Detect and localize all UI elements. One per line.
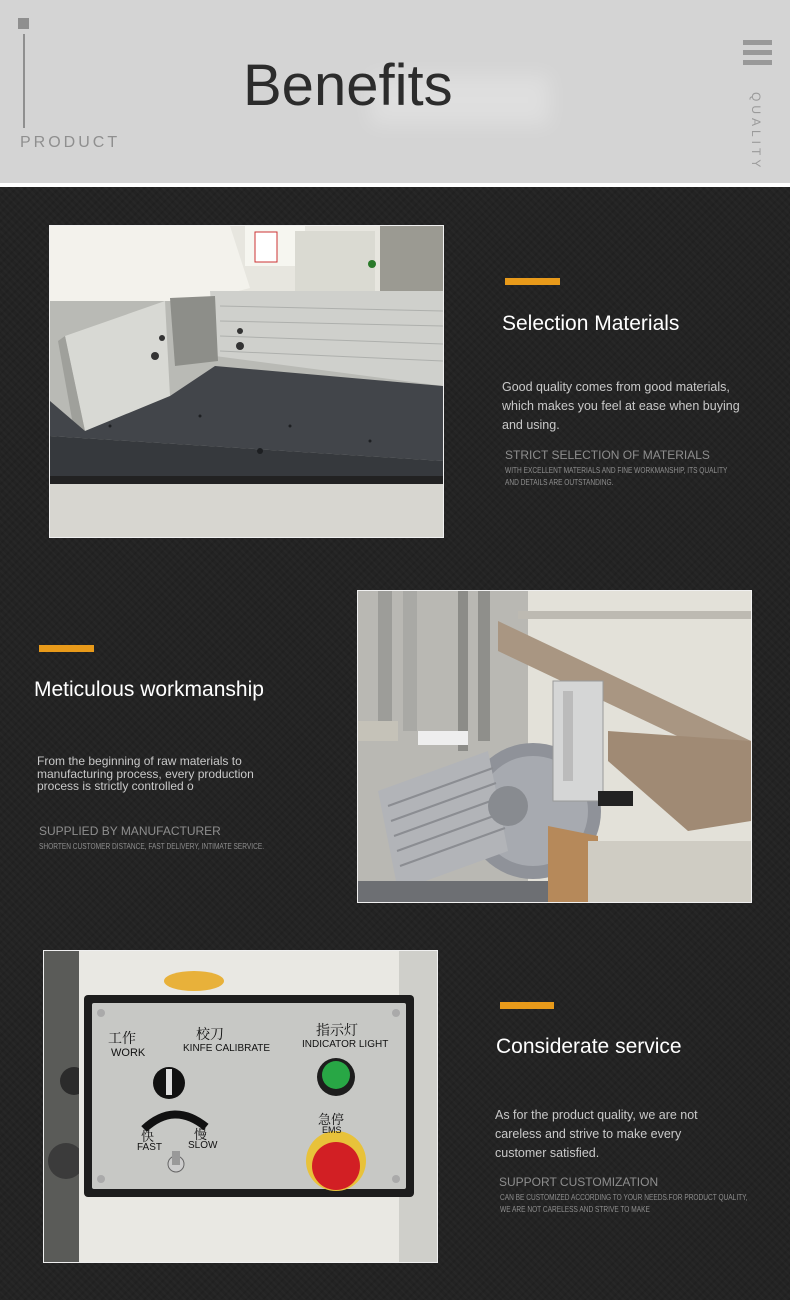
section-2-detail-line-1: SHORTEN CUSTOMER DISTANCE, FAST DELIVERY, INTIMATE SERVICE.	[39, 842, 265, 851]
accent-bar-3	[500, 1002, 554, 1009]
section-3-description: As for the product quality, we are not careless and strive to make every customer satisfied.	[495, 1108, 698, 1160]
slow-label-en: SLOW	[188, 1140, 218, 1151]
section-2-description-line-3: process is strictly controlled o	[37, 779, 194, 793]
section-3-detail-line-1: CAN BE CUSTOMIZED ACCORDING TO YOUR NEEDS.FOR PRODUCT QUALITY,	[500, 1193, 748, 1202]
section-3-title: Considerate service	[496, 1035, 682, 1058]
calibrate-label-en: KINFE CALIBRATE	[183, 1043, 271, 1054]
page-title: Benefits	[243, 53, 453, 118]
photo-considerate-service	[43, 950, 438, 1263]
menu-icon[interactable]	[743, 40, 772, 70]
photo-meticulous-workmanship	[357, 590, 752, 903]
ems-label-cn: 急停	[318, 1112, 345, 1127]
calibrate-label-cn: 校刀	[196, 1026, 224, 1042]
header-vertical-line	[23, 34, 25, 128]
section-1-detail-line-1: WITH EXCELLENT MATERIALS AND FINE WORKMANSHIP, ITS QUALITY	[505, 466, 728, 475]
work-label-en: WORK	[111, 1047, 146, 1059]
slow-label-cn: 慢	[194, 1127, 208, 1142]
section-3-subtitle: SUPPORT CUSTOMIZATION	[499, 1175, 659, 1189]
section-1-description: Good quality comes from good materials, which makes you feel at ease when buying and using.	[502, 380, 740, 432]
product-label: PRODUCT	[20, 134, 121, 151]
fast-label-cn: 快	[141, 1129, 155, 1144]
section-1-subtitle: STRICT SELECTION OF MATERIALS	[505, 448, 710, 462]
section-2-description-line-2: manufacturing process, every production	[37, 766, 254, 781]
section-2-subtitle: SUPPLIED BY MANUFACTURER	[39, 824, 221, 838]
indicator-label-cn: 指示灯	[316, 1022, 358, 1038]
accent-bar-2	[39, 645, 94, 652]
section-2-title: Meticulous workmanship	[34, 678, 264, 701]
work-label-cn: 工作	[108, 1030, 136, 1046]
ems-label-en: EMS	[322, 1125, 342, 1135]
section-3-detail-line-2: WE ARE NOT CARELESS AND STRIVE TO MAKE	[500, 1205, 650, 1214]
quality-label: QUALITY	[749, 92, 763, 172]
indicator-label-en: INDICATOR LIGHT	[302, 1039, 389, 1050]
header-square-decoration	[18, 18, 29, 29]
fast-label-en: FAST	[137, 1142, 163, 1153]
section-2-description-line-1: From the beginning of raw materials to	[37, 754, 242, 768]
section-1-detail-line-2: AND DETAILS ARE OUTSTANDING.	[505, 478, 614, 487]
section-2-description	[37, 755, 297, 793]
accent-bar-1	[505, 278, 560, 285]
page-header	[0, 0, 790, 183]
section-1-title: Selection Materials	[502, 312, 680, 335]
photo-selection-materials	[49, 225, 444, 538]
